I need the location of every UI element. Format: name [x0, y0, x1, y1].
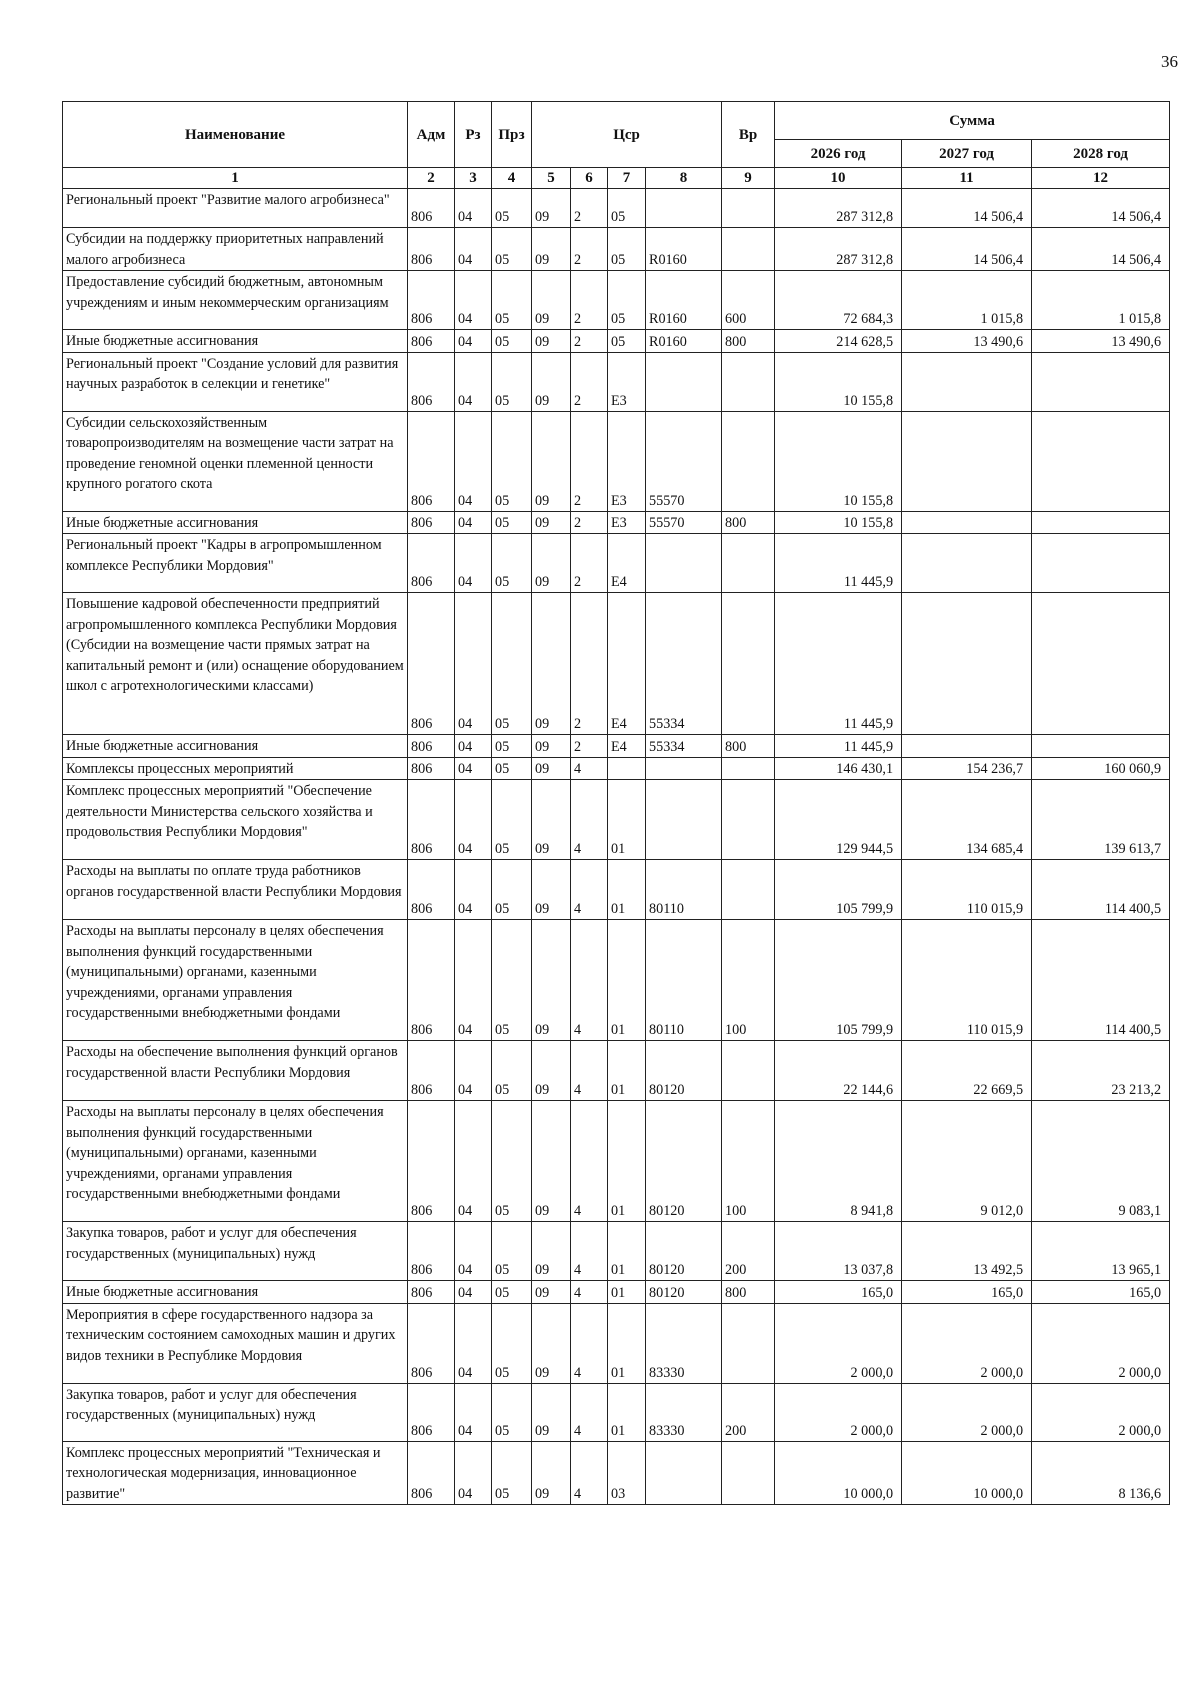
vr-code [722, 757, 775, 780]
sum-2027: 110 015,9 [902, 920, 1032, 1041]
sum-2028 [1032, 593, 1170, 735]
csr-part-6: 4 [571, 1101, 608, 1222]
prz-code: 05 [492, 511, 532, 534]
sum-2027: 10 000,0 [902, 1441, 1032, 1505]
budget-table [62, 101, 1170, 1505]
csr-part-5: 09 [532, 780, 571, 860]
csr-part-5: 09 [532, 860, 571, 920]
csr-part-6: 4 [571, 1303, 608, 1383]
csr-part-7: 01 [608, 1041, 646, 1101]
prz-code: 05 [492, 1281, 532, 1304]
sum-2027: 22 669,5 [902, 1041, 1032, 1101]
column-number: 4 [492, 168, 532, 189]
header-year-2026: 2026 год [775, 140, 902, 168]
table-row [63, 780, 1170, 860]
csr-part-7: 01 [608, 920, 646, 1041]
sum-2027 [902, 593, 1032, 735]
vr-code [722, 534, 775, 593]
sum-2026: 165,0 [775, 1281, 902, 1304]
sum-2026: 11 445,9 [775, 534, 902, 593]
rz-code: 04 [455, 271, 492, 330]
rz-code: 04 [455, 1041, 492, 1101]
sum-2028: 14 506,4 [1032, 189, 1170, 228]
sum-2026: 287 312,8 [775, 228, 902, 271]
csr-part-7: 01 [608, 1383, 646, 1441]
sum-2028: 165,0 [1032, 1281, 1170, 1304]
rz-code: 04 [455, 920, 492, 1041]
rz-code: 04 [455, 1303, 492, 1383]
csr-part-5: 09 [532, 1281, 571, 1304]
csr-part-6: 2 [571, 511, 608, 534]
column-numbers-row [63, 168, 1170, 189]
row-name: Иные бюджетные ассигнования [63, 511, 408, 534]
row-name: Расходы на выплаты персоналу в целях обеспечения выполнения функций государственными (муниципальными) органами, казенными учреждениями, органами управления государственными внебюджетными фондами [63, 1101, 408, 1222]
sum-2027: 2 000,0 [902, 1303, 1032, 1383]
table-row [63, 411, 1170, 511]
csr-part-5: 09 [532, 511, 571, 534]
sum-2026: 214 628,5 [775, 330, 902, 353]
vr-code: 100 [722, 1101, 775, 1222]
vr-code: 800 [722, 511, 775, 534]
column-number: 5 [532, 168, 571, 189]
sum-2026: 2 000,0 [775, 1303, 902, 1383]
sum-2028: 139 613,7 [1032, 780, 1170, 860]
table-row [63, 593, 1170, 735]
sum-2028: 8 136,6 [1032, 1441, 1170, 1505]
vr-code: 200 [722, 1383, 775, 1441]
table-row [63, 1101, 1170, 1222]
prz-code: 05 [492, 1303, 532, 1383]
row-name: Иные бюджетные ассигнования [63, 735, 408, 758]
csr-part-8: 80120 [646, 1222, 722, 1281]
sum-2026: 129 944,5 [775, 780, 902, 860]
csr-part-7: Е4 [608, 593, 646, 735]
csr-part-8: 80120 [646, 1101, 722, 1222]
adm-code: 806 [408, 411, 455, 511]
sum-2026: 10 155,8 [775, 511, 902, 534]
prz-code: 05 [492, 352, 532, 411]
csr-part-6: 4 [571, 920, 608, 1041]
csr-part-7: 01 [608, 1281, 646, 1304]
sum-2026: 11 445,9 [775, 593, 902, 735]
vr-code [722, 593, 775, 735]
adm-code: 806 [408, 330, 455, 353]
csr-part-6: 4 [571, 757, 608, 780]
row-name: Региональный проект "Развитие малого агробизнеса" [63, 189, 408, 228]
sum-2026: 13 037,8 [775, 1222, 902, 1281]
prz-code: 05 [492, 1222, 532, 1281]
csr-part-6: 2 [571, 411, 608, 511]
table-row [63, 511, 1170, 534]
sum-2027: 110 015,9 [902, 860, 1032, 920]
adm-code: 806 [408, 1383, 455, 1441]
sum-2027: 134 685,4 [902, 780, 1032, 860]
sum-2028: 9 083,1 [1032, 1101, 1170, 1222]
sum-2027 [902, 534, 1032, 593]
prz-code: 05 [492, 1041, 532, 1101]
rz-code: 04 [455, 1383, 492, 1441]
csr-part-8: 83330 [646, 1303, 722, 1383]
sum-2027: 14 506,4 [902, 189, 1032, 228]
vr-code [722, 411, 775, 511]
sum-2027: 165,0 [902, 1281, 1032, 1304]
sum-2027 [902, 735, 1032, 758]
prz-code: 05 [492, 228, 532, 271]
rz-code: 04 [455, 189, 492, 228]
table-row [63, 735, 1170, 758]
csr-part-7: 01 [608, 1101, 646, 1222]
csr-part-7: 05 [608, 189, 646, 228]
sum-2028 [1032, 534, 1170, 593]
vr-code [722, 189, 775, 228]
csr-part-8: 80110 [646, 860, 722, 920]
csr-part-5: 09 [532, 735, 571, 758]
table-row [63, 352, 1170, 411]
csr-part-6: 2 [571, 271, 608, 330]
column-number: 7 [608, 168, 646, 189]
sum-2028: 2 000,0 [1032, 1303, 1170, 1383]
rz-code: 04 [455, 330, 492, 353]
row-name: Повышение кадровой обеспеченности предприятий агропромышленного комплекса Республики Мордовия (Субсидии на возмещение части прямых затрат на капитальный ремонт и (или) оснащение оборудованием школ с агротехнологическими классами) [63, 593, 408, 735]
vr-code [722, 352, 775, 411]
sum-2026: 22 144,6 [775, 1041, 902, 1101]
table-row [63, 1041, 1170, 1101]
sum-2028: 23 213,2 [1032, 1041, 1170, 1101]
rz-code: 04 [455, 735, 492, 758]
csr-part-6: 4 [571, 1441, 608, 1505]
rz-code: 04 [455, 860, 492, 920]
adm-code: 806 [408, 780, 455, 860]
sum-2026: 105 799,9 [775, 920, 902, 1041]
csr-part-5: 09 [532, 534, 571, 593]
sum-2028: 13 965,1 [1032, 1222, 1170, 1281]
row-name: Региональный проект "Кадры в агропромышленном комплексе Республики Мордовия" [63, 534, 408, 593]
csr-part-6: 2 [571, 593, 608, 735]
prz-code: 05 [492, 189, 532, 228]
rz-code: 04 [455, 511, 492, 534]
table-row [63, 330, 1170, 353]
column-number: 10 [775, 168, 902, 189]
sum-2026: 72 684,3 [775, 271, 902, 330]
table-row [63, 189, 1170, 228]
csr-part-8 [646, 534, 722, 593]
rz-code: 04 [455, 228, 492, 271]
csr-part-6: 2 [571, 330, 608, 353]
vr-code [722, 228, 775, 271]
sum-2026: 287 312,8 [775, 189, 902, 228]
prz-code: 05 [492, 920, 532, 1041]
csr-part-6: 4 [571, 1222, 608, 1281]
adm-code: 806 [408, 757, 455, 780]
adm-code: 806 [408, 1303, 455, 1383]
csr-part-5: 09 [532, 593, 571, 735]
table-row [63, 1222, 1170, 1281]
csr-part-8 [646, 780, 722, 860]
sum-2028: 114 400,5 [1032, 920, 1170, 1041]
sum-2028 [1032, 352, 1170, 411]
rz-code: 04 [455, 1281, 492, 1304]
adm-code: 806 [408, 1281, 455, 1304]
column-number: 8 [646, 168, 722, 189]
vr-code [722, 1441, 775, 1505]
row-name: Закупка товаров, работ и услуг для обеспечения государственных (муниципальных) нужд [63, 1383, 408, 1441]
csr-part-6: 2 [571, 228, 608, 271]
rz-code: 04 [455, 593, 492, 735]
vr-code: 600 [722, 271, 775, 330]
adm-code: 806 [408, 593, 455, 735]
vr-code: 200 [722, 1222, 775, 1281]
sum-2026: 10 155,8 [775, 411, 902, 511]
rz-code: 04 [455, 534, 492, 593]
header-adm: Адм [408, 102, 455, 168]
row-name: Расходы на выплаты персоналу в целях обеспечения выполнения функций государственными (муниципальными) органами, казенными учреждениями, органами управления государственными внебюджетными фондами [63, 920, 408, 1041]
header-prz: Прз [492, 102, 532, 168]
column-number: 9 [722, 168, 775, 189]
adm-code: 806 [408, 352, 455, 411]
rz-code: 04 [455, 411, 492, 511]
row-name: Закупка товаров, работ и услуг для обеспечения государственных (муниципальных) нужд [63, 1222, 408, 1281]
prz-code: 05 [492, 757, 532, 780]
csr-part-5: 09 [532, 189, 571, 228]
table-row [63, 1441, 1170, 1505]
csr-part-8: 83330 [646, 1383, 722, 1441]
row-name: Комплекс процессных мероприятий "Обеспечение деятельности Министерства сельского хозяйства и продовольствия Республики Мордовия" [63, 780, 408, 860]
csr-part-5: 09 [532, 352, 571, 411]
sum-2028: 14 506,4 [1032, 228, 1170, 271]
csr-part-7: 05 [608, 330, 646, 353]
table-row [63, 860, 1170, 920]
vr-code [722, 780, 775, 860]
csr-part-6: 4 [571, 1383, 608, 1441]
column-number: 6 [571, 168, 608, 189]
prz-code: 05 [492, 1383, 532, 1441]
sum-2026: 11 445,9 [775, 735, 902, 758]
csr-part-5: 09 [532, 920, 571, 1041]
adm-code: 806 [408, 1441, 455, 1505]
csr-part-5: 09 [532, 1222, 571, 1281]
vr-code: 800 [722, 330, 775, 353]
table-row [63, 1281, 1170, 1304]
adm-code: 806 [408, 534, 455, 593]
csr-part-7: Е3 [608, 511, 646, 534]
prz-code: 05 [492, 593, 532, 735]
csr-part-8: R0160 [646, 228, 722, 271]
sum-2028: 160 060,9 [1032, 757, 1170, 780]
adm-code: 806 [408, 1041, 455, 1101]
sum-2028 [1032, 411, 1170, 511]
adm-code: 806 [408, 228, 455, 271]
table-row [63, 534, 1170, 593]
header-rz: Рз [455, 102, 492, 168]
sum-2027: 1 015,8 [902, 271, 1032, 330]
sum-2027 [902, 352, 1032, 411]
sum-2026: 10 000,0 [775, 1441, 902, 1505]
column-number: 11 [902, 168, 1032, 189]
sum-2027 [902, 411, 1032, 511]
rz-code: 04 [455, 757, 492, 780]
header-vr: Вр [722, 102, 775, 168]
header-year-2027: 2027 год [902, 140, 1032, 168]
header-year-2028: 2028 год [1032, 140, 1170, 168]
column-number: 1 [63, 168, 408, 189]
rz-code: 04 [455, 352, 492, 411]
vr-code: 800 [722, 1281, 775, 1304]
sum-2027: 14 506,4 [902, 228, 1032, 271]
header-name: Наименование [63, 102, 408, 168]
csr-part-7: 05 [608, 271, 646, 330]
table-row [63, 271, 1170, 330]
column-number: 12 [1032, 168, 1170, 189]
row-name: Расходы на выплаты по оплате труда работников органов государственной власти Республики Мордовия [63, 860, 408, 920]
sum-2027: 154 236,7 [902, 757, 1032, 780]
csr-part-8: R0160 [646, 330, 722, 353]
sum-2028 [1032, 735, 1170, 758]
csr-part-7: 03 [608, 1441, 646, 1505]
page-number: 36 [1161, 52, 1178, 71]
sum-2027: 9 012,0 [902, 1101, 1032, 1222]
header-csr: Цср [532, 102, 722, 168]
csr-part-8: 80120 [646, 1041, 722, 1101]
sum-2028: 114 400,5 [1032, 860, 1170, 920]
csr-part-5: 09 [532, 757, 571, 780]
csr-part-7: 01 [608, 780, 646, 860]
sum-2028: 1 015,8 [1032, 271, 1170, 330]
adm-code: 806 [408, 735, 455, 758]
header-row [63, 102, 1170, 140]
rz-code: 04 [455, 1101, 492, 1222]
sum-2027 [902, 511, 1032, 534]
row-name: Расходы на обеспечение выполнения функций органов государственной власти Республики Мордовия [63, 1041, 408, 1101]
csr-part-7: 01 [608, 1222, 646, 1281]
csr-part-7: 05 [608, 228, 646, 271]
sum-2026: 10 155,8 [775, 352, 902, 411]
table-row [63, 1303, 1170, 1383]
csr-part-8: 55570 [646, 511, 722, 534]
adm-code: 806 [408, 271, 455, 330]
csr-part-7: Е4 [608, 534, 646, 593]
csr-part-5: 09 [532, 1441, 571, 1505]
csr-part-6: 4 [571, 780, 608, 860]
vr-code: 100 [722, 920, 775, 1041]
row-name: Комплекс процессных мероприятий "Техническая и технологическая модернизация, инновационное развитие" [63, 1441, 408, 1505]
column-number: 2 [408, 168, 455, 189]
rz-code: 04 [455, 1222, 492, 1281]
csr-part-5: 09 [532, 1383, 571, 1441]
row-name: Предоставление субсидий бюджетным, автономным учреждениям и иным некоммерческим организациям [63, 271, 408, 330]
csr-part-7: Е4 [608, 735, 646, 758]
prz-code: 05 [492, 860, 532, 920]
column-number: 3 [455, 168, 492, 189]
adm-code: 806 [408, 1101, 455, 1222]
csr-part-8 [646, 189, 722, 228]
prz-code: 05 [492, 271, 532, 330]
csr-part-5: 09 [532, 228, 571, 271]
adm-code: 806 [408, 189, 455, 228]
adm-code: 806 [408, 860, 455, 920]
prz-code: 05 [492, 411, 532, 511]
vr-code [722, 860, 775, 920]
csr-part-5: 09 [532, 411, 571, 511]
sum-2027: 13 492,5 [902, 1222, 1032, 1281]
table-row [63, 920, 1170, 1041]
csr-part-5: 09 [532, 1041, 571, 1101]
csr-part-6: 4 [571, 860, 608, 920]
sum-2028: 2 000,0 [1032, 1383, 1170, 1441]
sum-2026: 146 430,1 [775, 757, 902, 780]
csr-part-7: 01 [608, 1303, 646, 1383]
prz-code: 05 [492, 735, 532, 758]
row-name: Субсидии сельскохозяйственным товаропроизводителям на возмещение части затрат на проведение геномной оценки племенной ценности крупного рогатого скота [63, 411, 408, 511]
row-name: Иные бюджетные ассигнования [63, 1281, 408, 1304]
csr-part-5: 09 [532, 1101, 571, 1222]
table-row [63, 1383, 1170, 1441]
csr-part-5: 09 [532, 271, 571, 330]
sum-2028 [1032, 511, 1170, 534]
vr-code: 800 [722, 735, 775, 758]
csr-part-7: Е3 [608, 352, 646, 411]
csr-part-7: Е3 [608, 411, 646, 511]
csr-part-5: 09 [532, 1303, 571, 1383]
csr-part-8: 80120 [646, 1281, 722, 1304]
csr-part-8: 55334 [646, 593, 722, 735]
vr-code [722, 1303, 775, 1383]
rz-code: 04 [455, 1441, 492, 1505]
prz-code: 05 [492, 330, 532, 353]
csr-part-7: 01 [608, 860, 646, 920]
csr-part-6: 2 [571, 352, 608, 411]
csr-part-8 [646, 1441, 722, 1505]
csr-part-8: 55570 [646, 411, 722, 511]
sum-2027: 13 490,6 [902, 330, 1032, 353]
csr-part-6: 2 [571, 735, 608, 758]
header-sum: Сумма [775, 102, 1170, 140]
prz-code: 05 [492, 534, 532, 593]
csr-part-6: 2 [571, 189, 608, 228]
sum-2026: 2 000,0 [775, 1383, 902, 1441]
sum-2026: 8 941,8 [775, 1101, 902, 1222]
row-name: Региональный проект "Создание условий для развития научных разработок в селекции и генетике" [63, 352, 408, 411]
row-name: Мероприятия в сфере государственного надзора за техническим состоянием самоходных машин и других видов техники в Республике Мордовия [63, 1303, 408, 1383]
csr-part-6: 4 [571, 1041, 608, 1101]
table-row [63, 228, 1170, 271]
csr-part-6: 4 [571, 1281, 608, 1304]
prz-code: 05 [492, 780, 532, 860]
adm-code: 806 [408, 511, 455, 534]
prz-code: 05 [492, 1101, 532, 1222]
csr-part-6: 2 [571, 534, 608, 593]
csr-part-8: 80110 [646, 920, 722, 1041]
vr-code [722, 1041, 775, 1101]
csr-part-5: 09 [532, 330, 571, 353]
prz-code: 05 [492, 1441, 532, 1505]
csr-part-8: 55334 [646, 735, 722, 758]
sum-2026: 105 799,9 [775, 860, 902, 920]
row-name: Комплексы процессных мероприятий [63, 757, 408, 780]
adm-code: 806 [408, 1222, 455, 1281]
csr-part-7 [608, 757, 646, 780]
csr-part-8 [646, 757, 722, 780]
sum-2027: 2 000,0 [902, 1383, 1032, 1441]
sum-2028: 13 490,6 [1032, 330, 1170, 353]
row-name: Субсидии на поддержку приоритетных направлений малого агробизнеса [63, 228, 408, 271]
csr-part-8: R0160 [646, 271, 722, 330]
adm-code: 806 [408, 920, 455, 1041]
table-row [63, 757, 1170, 780]
rz-code: 04 [455, 780, 492, 860]
csr-part-8 [646, 352, 722, 411]
row-name: Иные бюджетные ассигнования [63, 330, 408, 353]
